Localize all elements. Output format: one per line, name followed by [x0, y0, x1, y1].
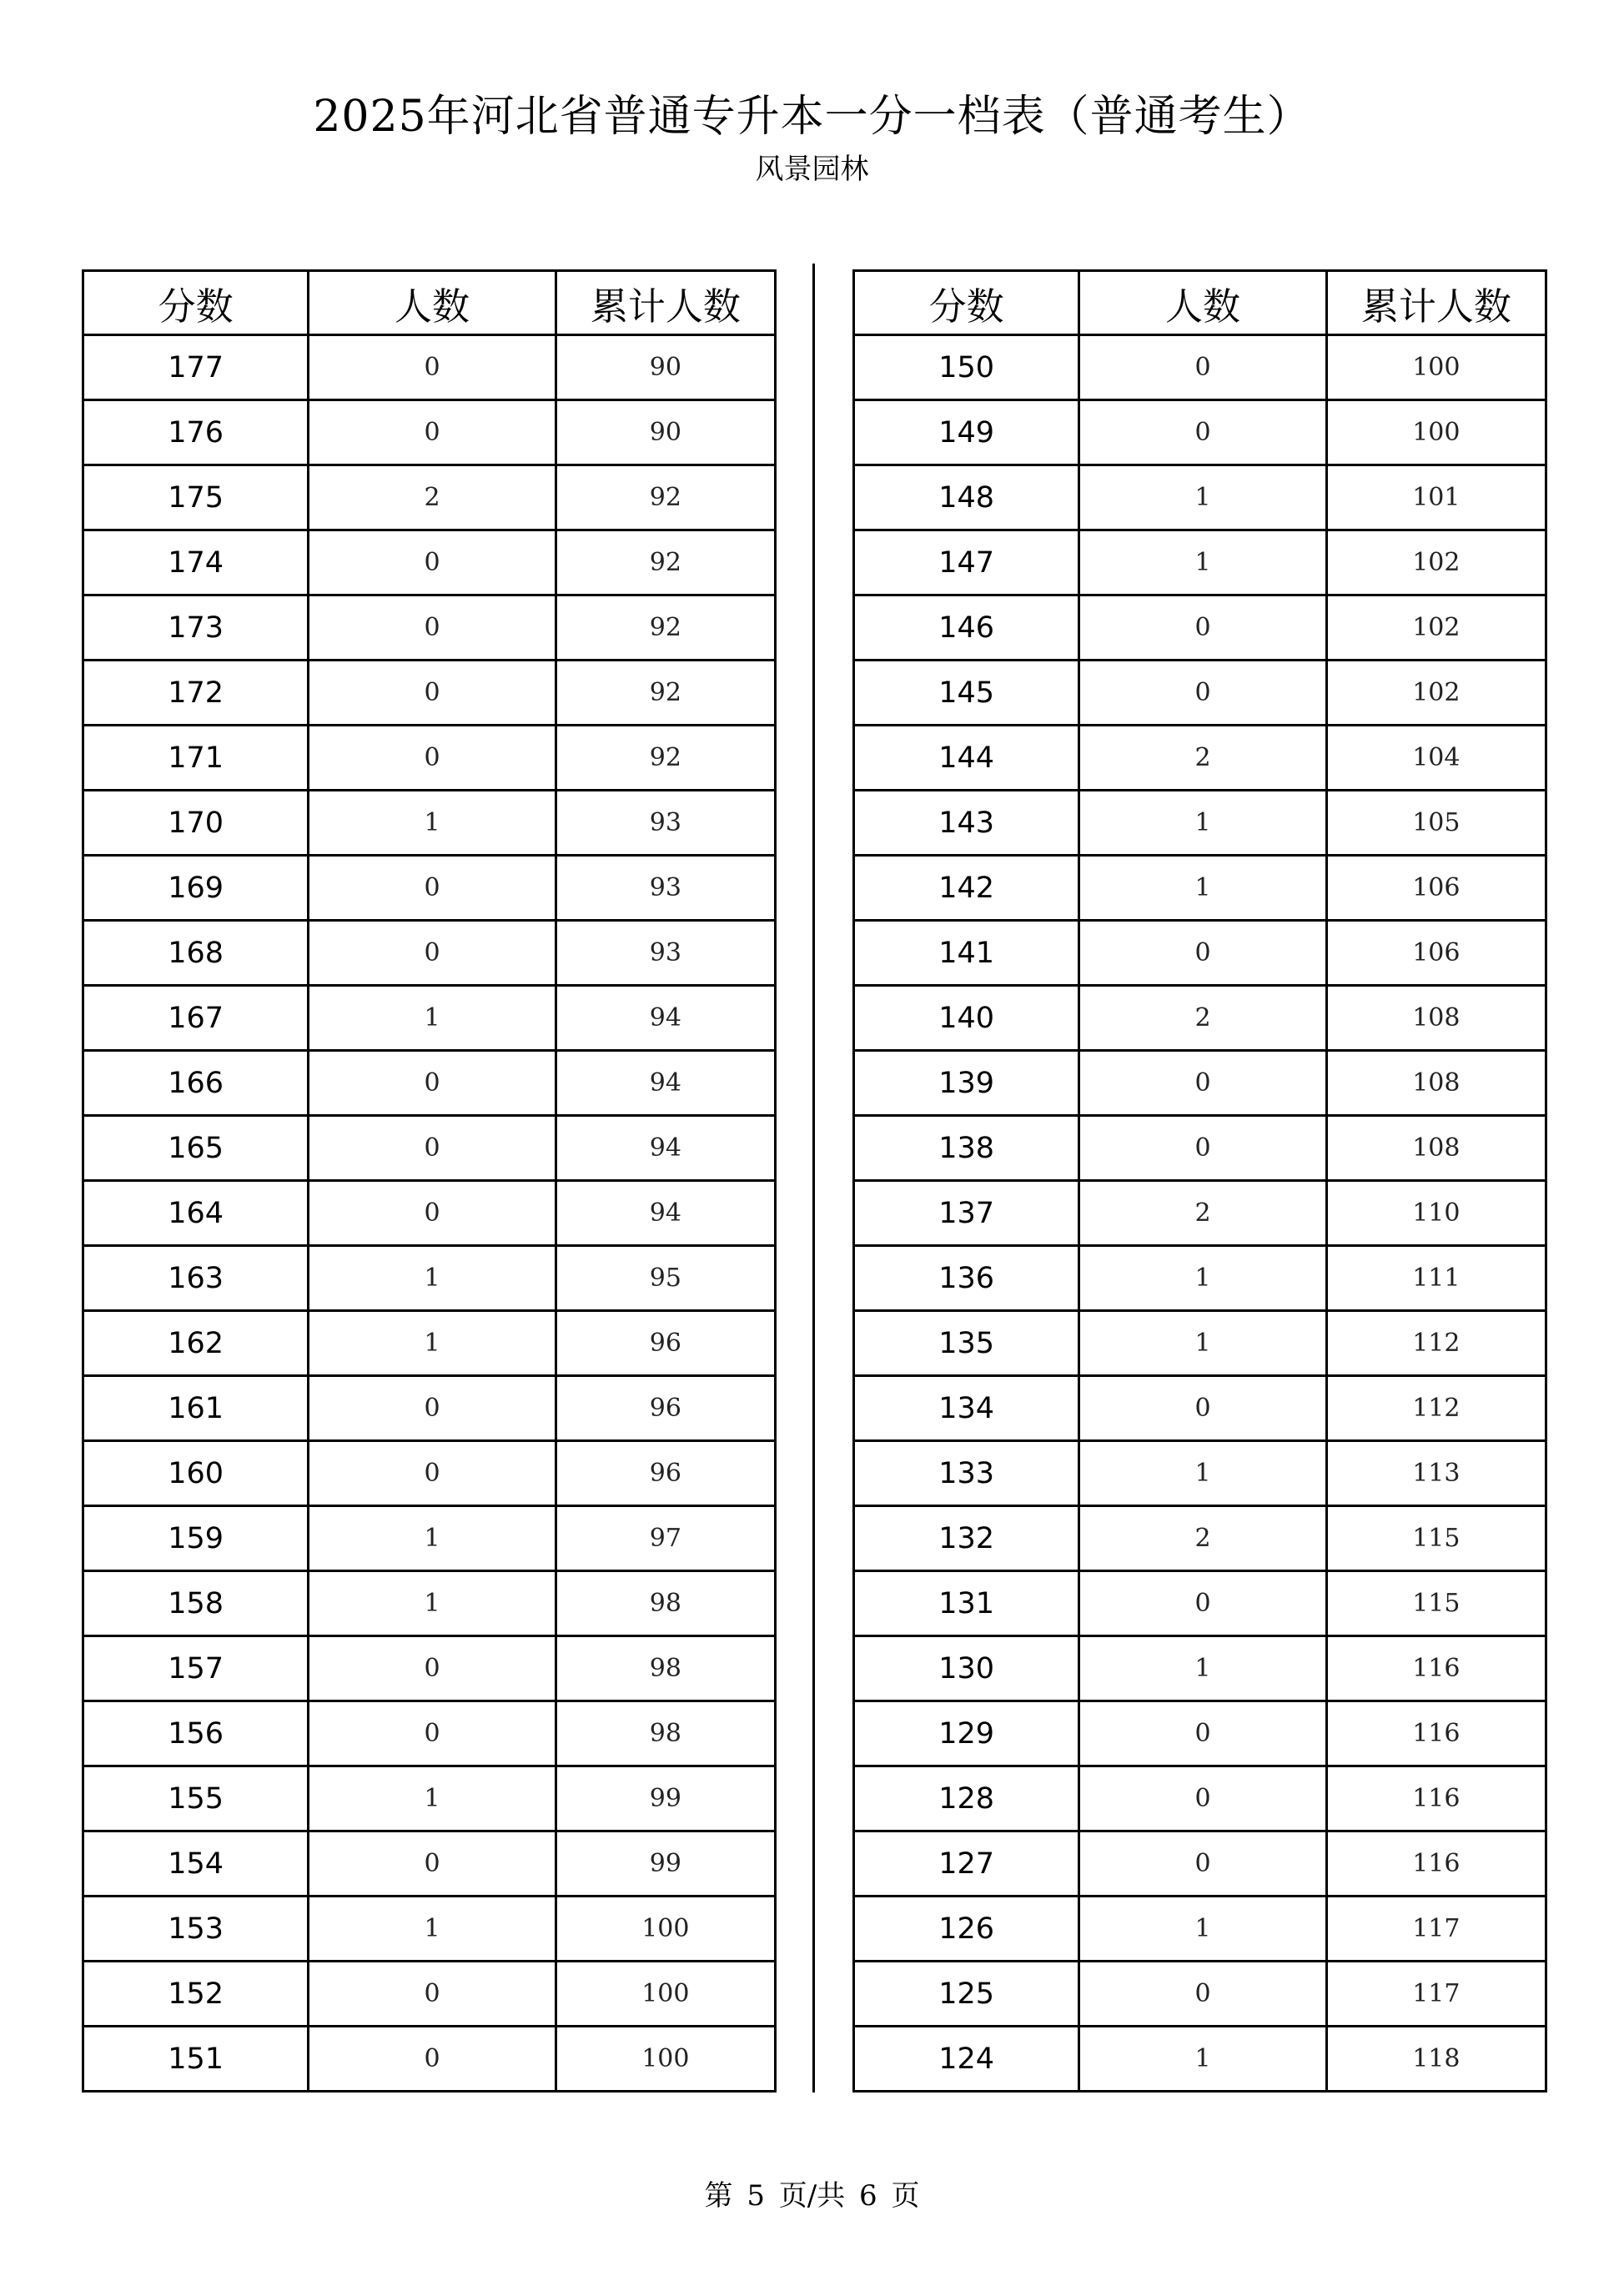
table-row: [83, 1181, 776, 1246]
cell-count: 1: [309, 1246, 556, 1311]
cell-score: 162: [83, 1311, 309, 1376]
table-header-row: [83, 271, 776, 335]
table-row: [854, 1116, 1546, 1181]
table-row: [83, 1311, 776, 1376]
header-cumulative: 累计人数: [556, 271, 775, 335]
cell-cumulative: 112: [1326, 1376, 1546, 1441]
cell-cumulative: 97: [556, 1506, 775, 1571]
cell-cumulative: 106: [1326, 921, 1546, 986]
cell-cumulative: 101: [1326, 465, 1546, 530]
cell-score: 170: [83, 791, 309, 856]
table-row: [854, 465, 1546, 530]
cell-cumulative: 92: [556, 726, 775, 791]
cell-cumulative: 99: [556, 1831, 775, 1897]
cell-score: 168: [83, 921, 309, 986]
cell-score: 139: [854, 1051, 1079, 1116]
page-subtitle: 风景园林: [755, 153, 869, 186]
header-count: 人数: [1079, 271, 1326, 335]
cell-cumulative: 93: [556, 791, 775, 856]
cell-score: 125: [854, 1962, 1079, 2027]
cell-score: 175: [83, 465, 309, 530]
cell-cumulative: 92: [556, 661, 775, 726]
header-cumulative: 累计人数: [1326, 271, 1546, 335]
table-row: [854, 1636, 1546, 1701]
cell-score: 160: [83, 1441, 309, 1506]
cell-count: 0: [309, 661, 556, 726]
cell-cumulative: 102: [1326, 595, 1546, 661]
table-row: [83, 1962, 776, 2027]
cell-score: 134: [854, 1376, 1079, 1441]
cell-score: 177: [83, 335, 309, 400]
cell-score: 132: [854, 1506, 1079, 1571]
table-row: [854, 726, 1546, 791]
cell-cumulative: 116: [1326, 1636, 1546, 1701]
cell-cumulative: 111: [1326, 1246, 1546, 1311]
cell-score: 165: [83, 1116, 309, 1181]
cell-cumulative: 93: [556, 921, 775, 986]
cell-count: 0: [309, 1116, 556, 1181]
cell-count: 1: [1079, 465, 1326, 530]
cell-score: 163: [83, 1246, 309, 1311]
cell-score: 148: [854, 465, 1079, 530]
cell-score: 166: [83, 1051, 309, 1116]
cell-score: 154: [83, 1831, 309, 1897]
cell-count: 0: [309, 726, 556, 791]
cell-score: 171: [83, 726, 309, 791]
table-row: [83, 791, 776, 856]
cell-cumulative: 115: [1326, 1506, 1546, 1571]
cell-score: 169: [83, 856, 309, 921]
cell-count: 0: [1079, 1766, 1326, 1831]
table-row: [854, 1701, 1546, 1766]
cell-count: 0: [309, 1051, 556, 1116]
cell-score: 158: [83, 1571, 309, 1636]
cell-cumulative: 108: [1326, 986, 1546, 1051]
table-row: [83, 1766, 776, 1831]
table-row: [854, 1831, 1546, 1897]
table-row: [83, 1636, 776, 1701]
table-row: [83, 1897, 776, 1962]
cell-count: 2: [1079, 1506, 1326, 1571]
cell-count: 0: [309, 2027, 556, 2092]
cell-count: 1: [309, 1766, 556, 1831]
table-row: [854, 2027, 1546, 2092]
cell-cumulative: 98: [556, 1636, 775, 1701]
cell-cumulative: 93: [556, 856, 775, 921]
cell-cumulative: 115: [1326, 1571, 1546, 1636]
cell-count: 0: [1079, 921, 1326, 986]
cell-cumulative: 96: [556, 1376, 775, 1441]
cell-score: 130: [854, 1636, 1079, 1701]
cell-cumulative: 118: [1326, 2027, 1546, 2092]
cell-count: 0: [1079, 400, 1326, 465]
cell-cumulative: 96: [556, 1441, 775, 1506]
table-row: [854, 921, 1546, 986]
cell-count: 0: [1079, 1962, 1326, 2027]
cell-count: 1: [309, 1506, 556, 1571]
cell-count: 0: [309, 921, 556, 986]
cell-cumulative: 100: [1326, 400, 1546, 465]
table-row: [83, 335, 776, 400]
cell-score: 140: [854, 986, 1079, 1051]
cell-score: 142: [854, 856, 1079, 921]
cell-count: 1: [1079, 856, 1326, 921]
cell-cumulative: 98: [556, 1571, 775, 1636]
table-row: [83, 1831, 776, 1897]
cell-cumulative: 108: [1326, 1116, 1546, 1181]
cell-score: 135: [854, 1311, 1079, 1376]
cell-cumulative: 105: [1326, 791, 1546, 856]
table-row: [83, 1571, 776, 1636]
cell-cumulative: 98: [556, 1701, 775, 1766]
table-row: [83, 2027, 776, 2092]
cell-count: 2: [1079, 726, 1326, 791]
table-row: [83, 465, 776, 530]
cell-cumulative: 116: [1326, 1766, 1546, 1831]
cell-cumulative: 99: [556, 1766, 775, 1831]
cell-score: 164: [83, 1181, 309, 1246]
cell-cumulative: 94: [556, 1116, 775, 1181]
cell-count: 0: [309, 530, 556, 595]
cell-count: 0: [309, 1636, 556, 1701]
cell-cumulative: 100: [1326, 335, 1546, 400]
table-body-left: [83, 335, 776, 2092]
cell-score: 167: [83, 986, 309, 1051]
cell-count: 1: [309, 1897, 556, 1962]
cell-count: 0: [1079, 661, 1326, 726]
table-row: [854, 1571, 1546, 1636]
cell-count: 0: [309, 595, 556, 661]
table-row: [854, 1246, 1546, 1311]
cell-score: 152: [83, 1962, 309, 2027]
cell-cumulative: 116: [1326, 1701, 1546, 1766]
table-row: [854, 1962, 1546, 2027]
cell-cumulative: 112: [1326, 1311, 1546, 1376]
cell-cumulative: 100: [556, 1897, 775, 1962]
page-title: 2025年河北省普通专升本一分一档表（普通考生）: [313, 92, 1311, 142]
cell-score: 159: [83, 1506, 309, 1571]
cell-cumulative: 95: [556, 1246, 775, 1311]
table-row: [854, 791, 1546, 856]
cell-score: 137: [854, 1181, 1079, 1246]
cell-count: 1: [1079, 1897, 1326, 1962]
cell-count: 1: [309, 986, 556, 1051]
cell-score: 124: [854, 2027, 1079, 2092]
cell-score: 149: [854, 400, 1079, 465]
header-count: 人数: [309, 271, 556, 335]
cell-cumulative: 90: [556, 400, 775, 465]
header-score: 分数: [83, 271, 309, 335]
cell-score: 126: [854, 1897, 1079, 1962]
table-row: [854, 986, 1546, 1051]
cell-cumulative: 117: [1326, 1962, 1546, 2027]
table-row: [854, 1766, 1546, 1831]
cell-score: 172: [83, 661, 309, 726]
cell-count: 0: [1079, 1701, 1326, 1766]
table-row: [854, 595, 1546, 661]
cell-cumulative: 110: [1326, 1181, 1546, 1246]
table-row: [854, 400, 1546, 465]
table-row: [854, 1441, 1546, 1506]
header-score: 分数: [854, 271, 1079, 335]
table-row: [83, 1441, 776, 1506]
table-body-right: [854, 335, 1546, 2092]
cell-cumulative: 92: [556, 595, 775, 661]
cell-count: 1: [1079, 1636, 1326, 1701]
score-table-right: [852, 269, 1547, 2093]
cell-cumulative: 94: [556, 1181, 775, 1246]
cell-count: 2: [309, 465, 556, 530]
score-table-left: [82, 269, 777, 2093]
table-row: [854, 1181, 1546, 1246]
cell-count: 1: [1079, 2027, 1326, 2092]
table-row: [83, 1116, 776, 1181]
cell-cumulative: 94: [556, 1051, 775, 1116]
table-row: [83, 1246, 776, 1311]
page-footer: 第 5 页/共 6 页: [704, 2179, 920, 2213]
cell-cumulative: 116: [1326, 1831, 1546, 1897]
cell-cumulative: 92: [556, 465, 775, 530]
cell-score: 136: [854, 1246, 1079, 1311]
table-header-row: [854, 271, 1546, 335]
table-row: [83, 986, 776, 1051]
cell-score: 155: [83, 1766, 309, 1831]
cell-cumulative: 100: [556, 2027, 775, 2092]
cell-cumulative: 92: [556, 530, 775, 595]
table-row: [854, 1376, 1546, 1441]
cell-cumulative: 104: [1326, 726, 1546, 791]
cell-cumulative: 102: [1326, 530, 1546, 595]
cell-cumulative: 117: [1326, 1897, 1546, 1962]
cell-count: 1: [1079, 791, 1326, 856]
cell-score: 173: [83, 595, 309, 661]
cell-score: 174: [83, 530, 309, 595]
table-row: [83, 726, 776, 791]
cell-count: 1: [1079, 1441, 1326, 1506]
table-row: [83, 400, 776, 465]
cell-score: 150: [854, 335, 1079, 400]
cell-score: 145: [854, 661, 1079, 726]
table-row: [83, 1506, 776, 1571]
cell-score: 128: [854, 1766, 1079, 1831]
cell-score: 146: [854, 595, 1079, 661]
cell-score: 156: [83, 1701, 309, 1766]
cell-count: 0: [1079, 1116, 1326, 1181]
table-row: [854, 530, 1546, 595]
table-row: [83, 595, 776, 661]
cell-cumulative: 106: [1326, 856, 1546, 921]
table-row: [854, 1311, 1546, 1376]
cell-score: 161: [83, 1376, 309, 1441]
cell-count: 0: [1079, 1831, 1326, 1897]
cell-count: 0: [309, 1831, 556, 1897]
table-row: [83, 530, 776, 595]
cell-count: 0: [309, 1376, 556, 1441]
table-row: [854, 1506, 1546, 1571]
cell-cumulative: 90: [556, 335, 775, 400]
cell-cumulative: 113: [1326, 1441, 1546, 1506]
cell-count: 1: [1079, 1246, 1326, 1311]
cell-count: 0: [1079, 1376, 1326, 1441]
cell-cumulative: 94: [556, 986, 775, 1051]
cell-count: 0: [309, 1181, 556, 1246]
cell-count: 0: [309, 335, 556, 400]
cell-count: 2: [1079, 986, 1326, 1051]
table-row: [83, 661, 776, 726]
cell-score: 176: [83, 400, 309, 465]
cell-count: 1: [1079, 530, 1326, 595]
table-row: [854, 335, 1546, 400]
table-row: [83, 921, 776, 986]
cell-score: 147: [854, 530, 1079, 595]
cell-score: 153: [83, 1897, 309, 1962]
cell-score: 157: [83, 1636, 309, 1701]
cell-count: 0: [1079, 595, 1326, 661]
table-row: [854, 1051, 1546, 1116]
cell-cumulative: 100: [556, 1962, 775, 2027]
cell-score: 151: [83, 2027, 309, 2092]
cell-count: 0: [309, 1962, 556, 2027]
column-divider: [812, 264, 815, 2093]
cell-cumulative: 108: [1326, 1051, 1546, 1116]
cell-score: 129: [854, 1701, 1079, 1766]
cell-count: 0: [1079, 1571, 1326, 1636]
cell-count: 0: [1079, 335, 1326, 400]
cell-count: 0: [1079, 1051, 1326, 1116]
cell-score: 141: [854, 921, 1079, 986]
cell-count: 1: [309, 1311, 556, 1376]
cell-count: 0: [309, 856, 556, 921]
cell-score: 133: [854, 1441, 1079, 1506]
cell-score: 131: [854, 1571, 1079, 1636]
cell-cumulative: 102: [1326, 661, 1546, 726]
table-row: [854, 661, 1546, 726]
table-row: [83, 1701, 776, 1766]
table-row: [83, 1376, 776, 1441]
cell-count: 0: [309, 1701, 556, 1766]
table-row: [854, 1897, 1546, 1962]
cell-count: 0: [309, 1441, 556, 1506]
cell-score: 143: [854, 791, 1079, 856]
cell-score: 138: [854, 1116, 1079, 1181]
table-row: [83, 856, 776, 921]
cell-score: 144: [854, 726, 1079, 791]
cell-count: 1: [309, 791, 556, 856]
cell-score: 127: [854, 1831, 1079, 1897]
table-row: [83, 1051, 776, 1116]
cell-count: 0: [309, 400, 556, 465]
cell-count: 2: [1079, 1181, 1326, 1246]
cell-count: 1: [1079, 1311, 1326, 1376]
table-row: [854, 856, 1546, 921]
cell-count: 1: [309, 1571, 556, 1636]
cell-cumulative: 96: [556, 1311, 775, 1376]
